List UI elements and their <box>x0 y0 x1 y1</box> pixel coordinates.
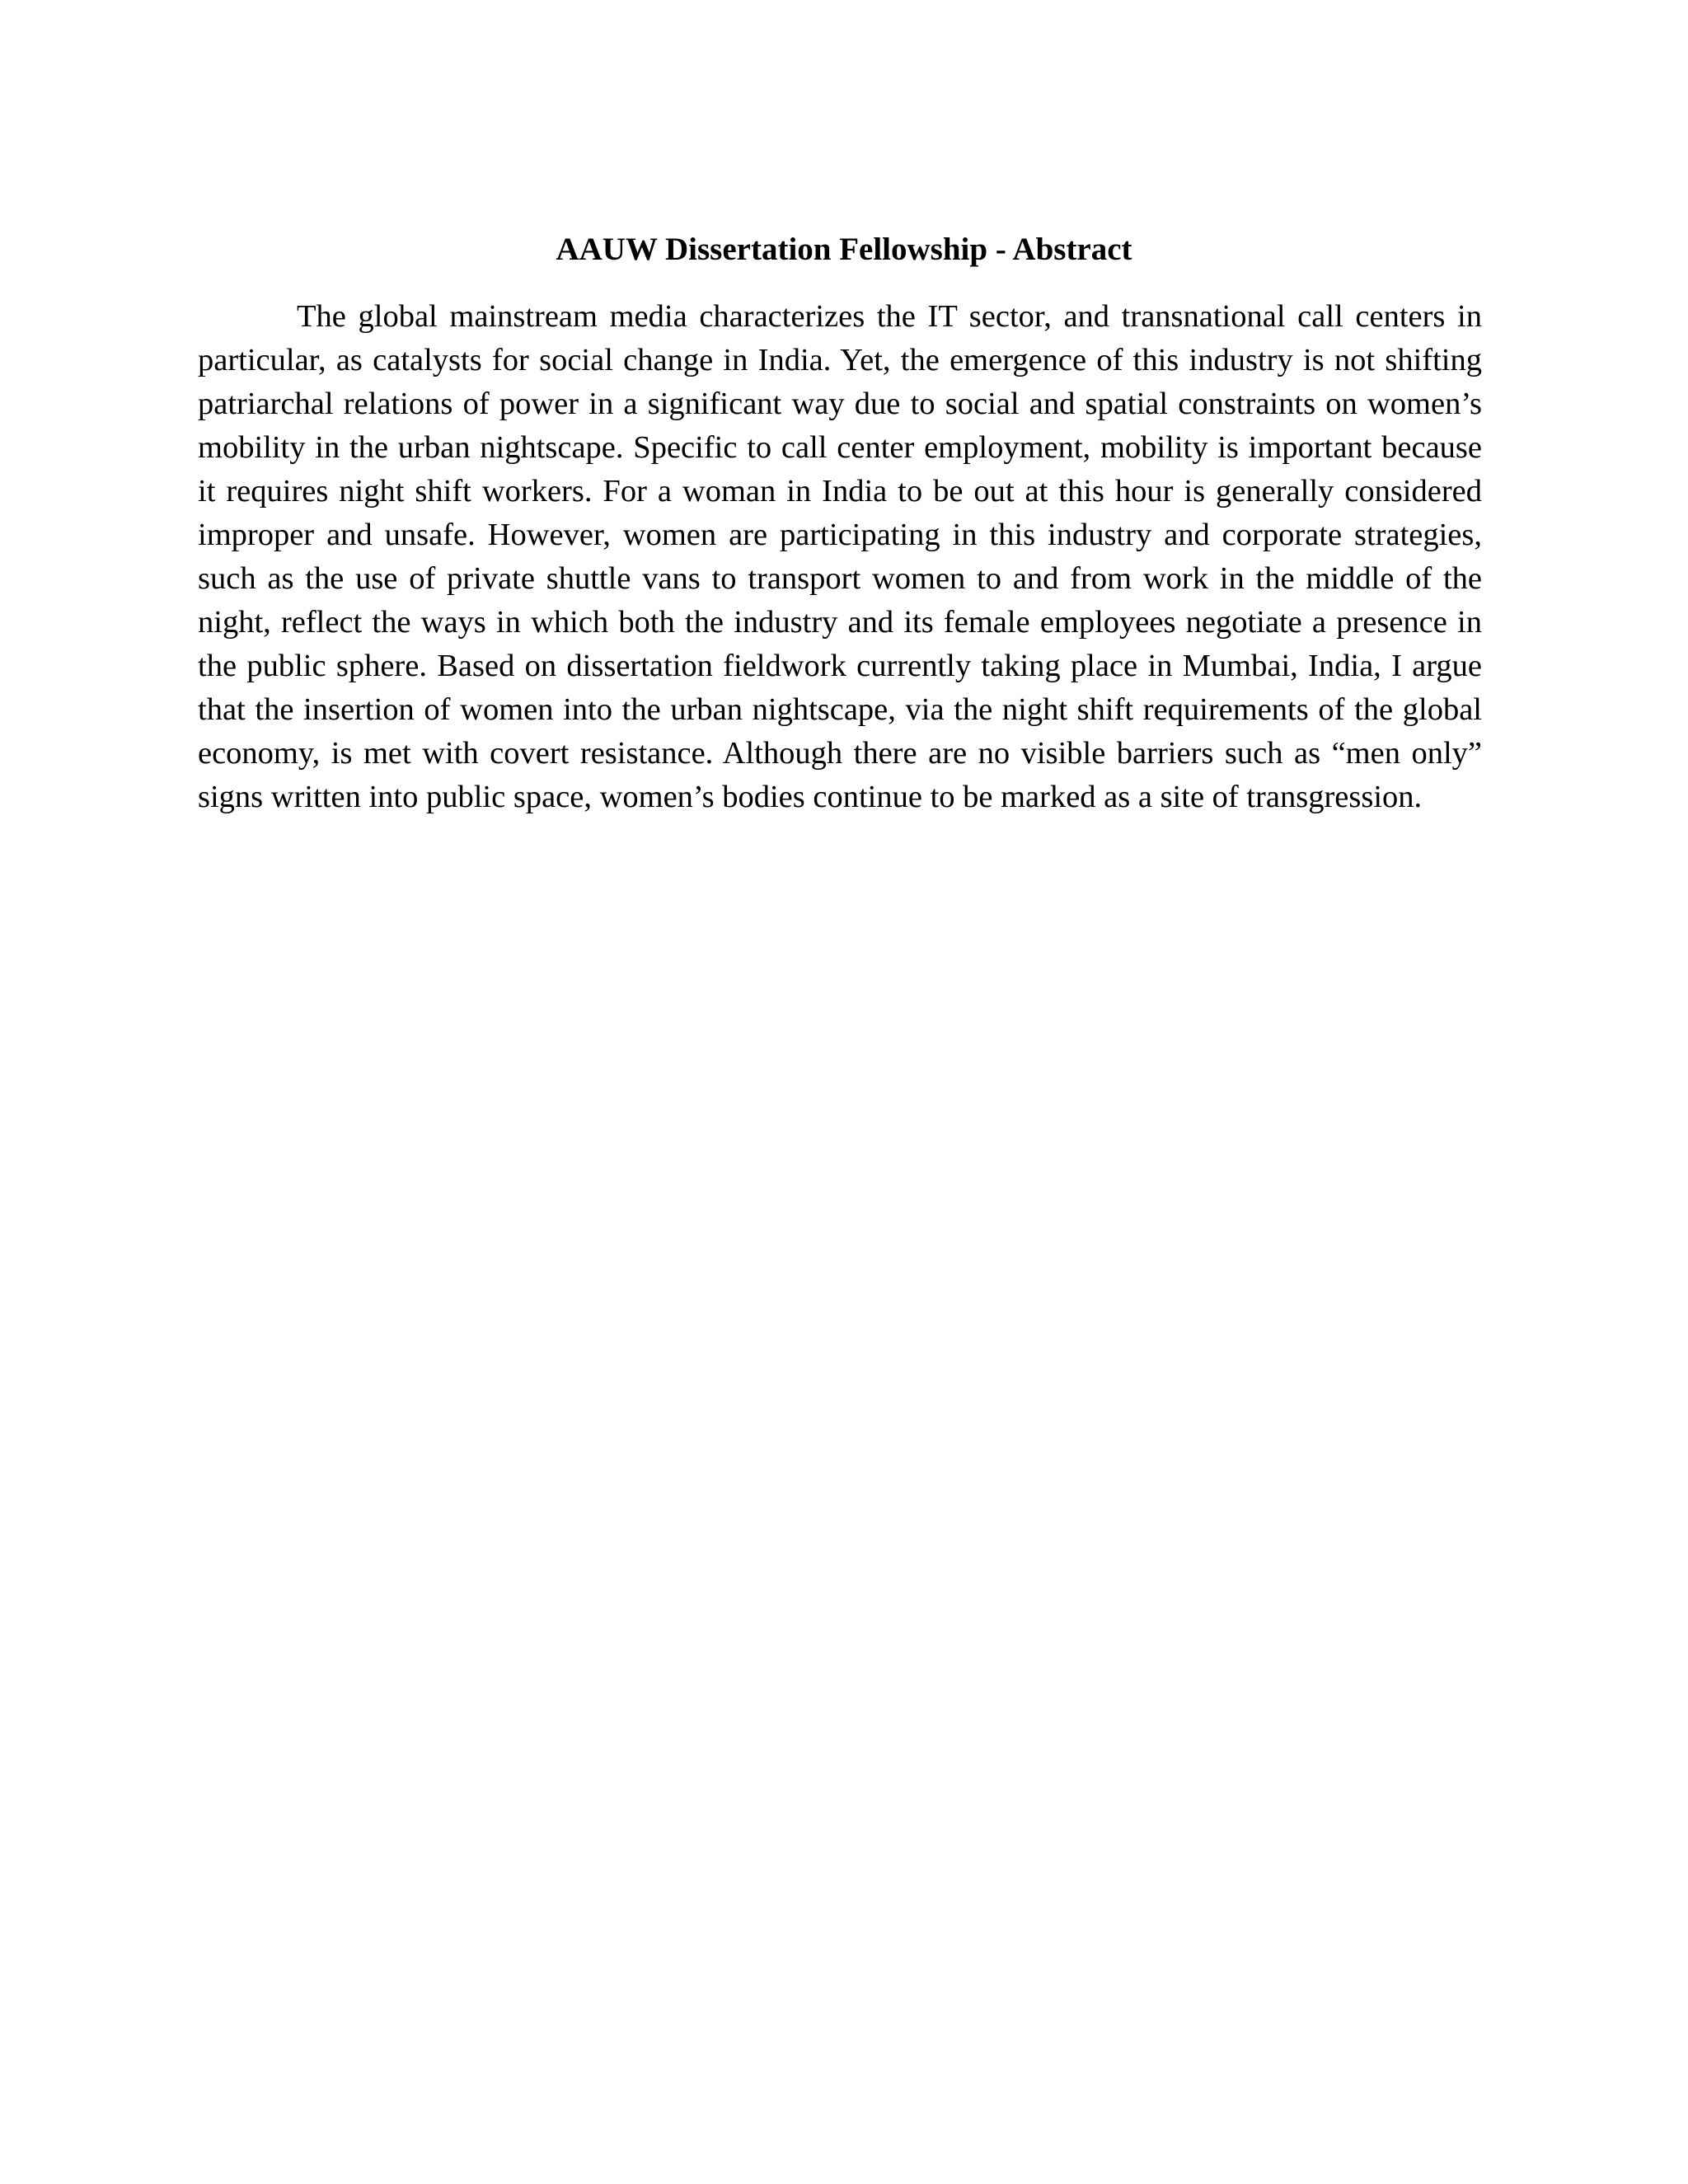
abstract-paragraph: The global mainstream media characterizes the IT sector, and transnational call centers in particular, as catalysts for social change in India. Yet, the emergence of this industry is not shifting patriarchal relations of power in a significant way due to social and spatial constraints on women’s mobility in the urban nightscape. Specific to call center employment, mobility is important because it requires night shift workers. For a woman in India to be out at this hour is generally considered improper and unsafe. However, women are participating in this industry and corporate strategies, such as the use of private shuttle vans to transport women to and from work in the middle of the night, reflect the ways in which both the industry and its female employees negotiate a presence in the public sphere. Based on dissertation fieldwork currently taking place in Mumbai, India, I argue that the insertion of women into the urban nightscape, via the night shift requirements of the global economy, is met with covert resistance. Although there are no visible barriers such as “men only” signs written into public space, women’s bodies continue to be marked as a site of transgression. <box>198 299 1482 814</box>
document-title: AAUW Dissertation Fellowship - Abstract <box>556 232 1132 267</box>
